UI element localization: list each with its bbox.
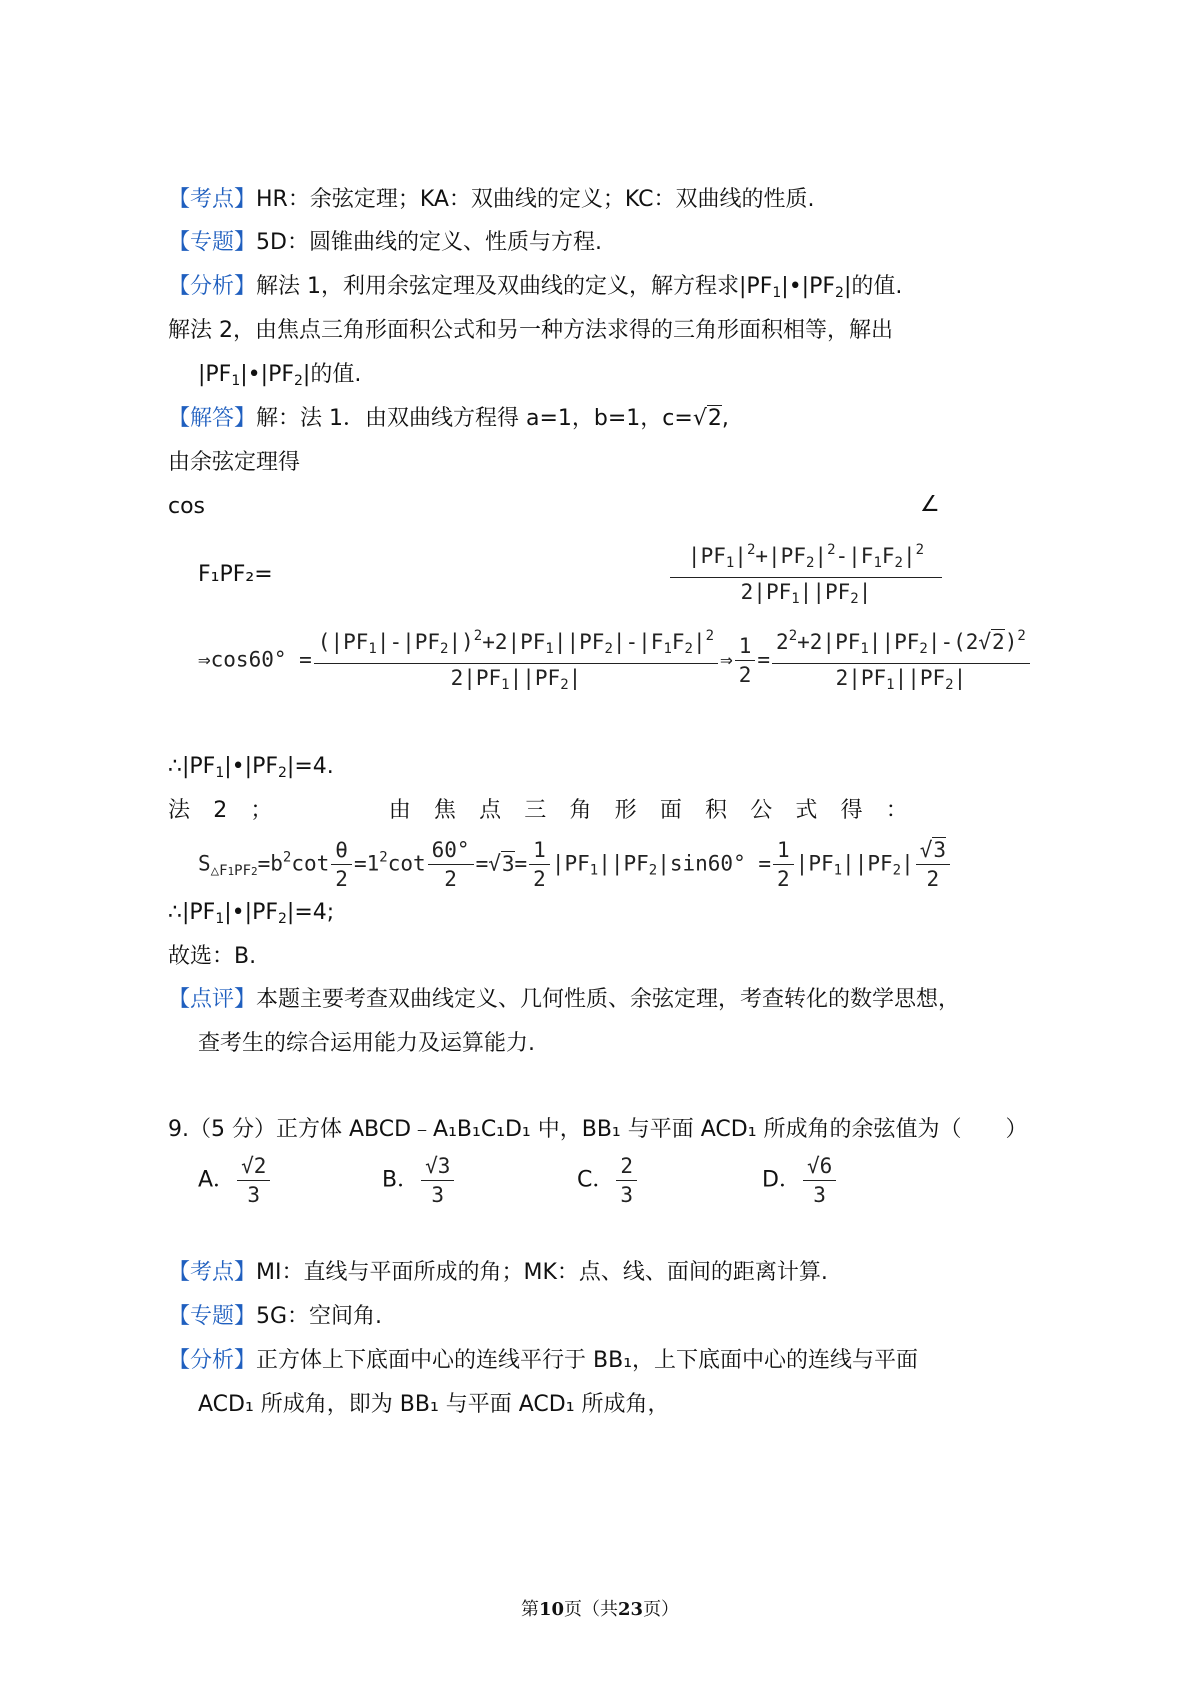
jieda-line: 【解答】解：法 1．由双曲线方程得 a=1，b=1，c=√2, [168,406,729,431]
kaodian-tag: 【考点】 [168,187,257,212]
option-d: D． $\frac{√6}{3}$ [762,1152,838,1212]
option-b: B． $\frac{√3}{3}$ [382,1152,456,1212]
cos-label: cos [168,494,206,519]
fenxi-text-3-end: 的值. [310,362,362,387]
jieda-text: 解：法 1．由双曲线方程得 a=1，b=1，c= [256,406,693,431]
yuxian-line: 由余弦定理得 [168,450,301,475]
option-a: A． $\frac{√2}{3}$ [198,1152,272,1212]
fenxi-line-1: 【分析】解法 1，利用余弦定理及双曲线的定义，解方程求$|PF_1|•|PF_2|$的值. [168,274,903,301]
fenxi-tag: 【分析】 [168,274,257,299]
jieda-tag: 【解答】 [168,406,257,431]
dianping-tag: 【点评】 [168,987,257,1012]
zhuanti-tag: 【专题】 [168,230,257,255]
kaodian-line-1 [168,185,815,215]
dianping-text-1: 本题主要考查双曲线定义、几何性质、余弦定理，考查转化的数学思想， [256,987,961,1012]
kaodian-line-2: 【考点】MI：直线与平面所成的角；MK：点、线、面间的距离计算. [168,1260,828,1285]
fa2-line: 法 2 ； 由 焦 点 三 角 形 面 积 公 式 得 ： [168,798,908,823]
fenxi-text-2: 解法 2，由焦点三角形面积公式和另一种方法求得的三角形面积相等，解出 [168,318,893,343]
page-footer: 第10页（共23页） [520,1599,680,1620]
zhuanti-text: 5D：圆锥曲线的定义、性质与方程. [256,230,602,255]
fenxi-line-3: $|PF_1|•|PF_2|$的值. [198,362,362,389]
fenxi-text-1-end: 的值. [851,274,903,299]
fenxi-line-b1: 【分析】正方体上下底面中心的连线平行于 BB₁，上下底面中心的连线与平面 [168,1348,919,1373]
dianping-line-1 [168,985,960,1015]
zhuanti-line-1 [168,228,602,258]
sqrt2: √2 [692,406,722,431]
therefore-line-1: $\therefore|PF_1|•|PF_2|=4$. [168,754,334,781]
fenxi-line-b2: ACD₁ 所成角，即为 BB₁ 与平面 ACD₁ 所成角， [198,1392,670,1417]
therefore-2-end: =4; [294,900,335,925]
therefore-line-2: $\therefore|PF_1|•|PF_2|=4$; [168,900,335,927]
fenxi-text-1: 解法 1，利用余弦定理及双曲线的定义，解方程求 [256,274,740,299]
dianping-line-2: 查考生的综合运用能力及运算能力. [198,1031,535,1056]
therefore-1-end: =4. [294,754,334,779]
cos60-equation: ⇒cos60° = $\frac{(|PF_1|-|PF_2|)^2+2|PF_1||PF_2|-|F_1F_2|^2}{2|PF_1||PF_2|}$ ⇒ $\frac{1}{2}$ = $\frac{2^2+2|PF_1||PF_2|-(2√2)^2}{2|PF_1||PF_2|}$ [198,622,1032,699]
area-equation: $S_{\triangle F1PF2}=b^2\cot$ $\frac{\theta}{2}$ $=1^2\cot$ $\frac{60^\circ}{2}$ =√3= $\frac{1}{2}$ $|PF_1||PF_2|\sin 60^\circ$ = $\frac{1}{2}$ $|PF_1||PF_2|$ $\frac{√3}{2}$ [198,836,952,893]
fenxi-line-2 [168,316,893,346]
f1pf2-label: F₁PF₂= [198,562,273,587]
answer-line: 故选：B. [168,944,257,969]
zhuanti-line-2: 【专题】5G：空间角. [168,1304,383,1329]
option-c: C． $\frac{2}{3}$ [577,1152,639,1212]
cos-formula-fraction: $\frac{|PF_1|^2+|PF_2|^2-|F_1F_2|^2}{2|PF_1||PF_2|}$ [668,536,944,613]
angle-icon: ∠ [920,492,940,517]
kaodian-text: HR：余弦定理；KA：双曲线的定义；KC：双曲线的性质. [256,187,815,212]
question-9-stem: 9.（5 分）正方体 ABCD﹣A₁B₁C₁D₁ 中，BB₁ 与平面 ACD₁ 所成角的余弦值为（ ） [168,1117,1028,1142]
